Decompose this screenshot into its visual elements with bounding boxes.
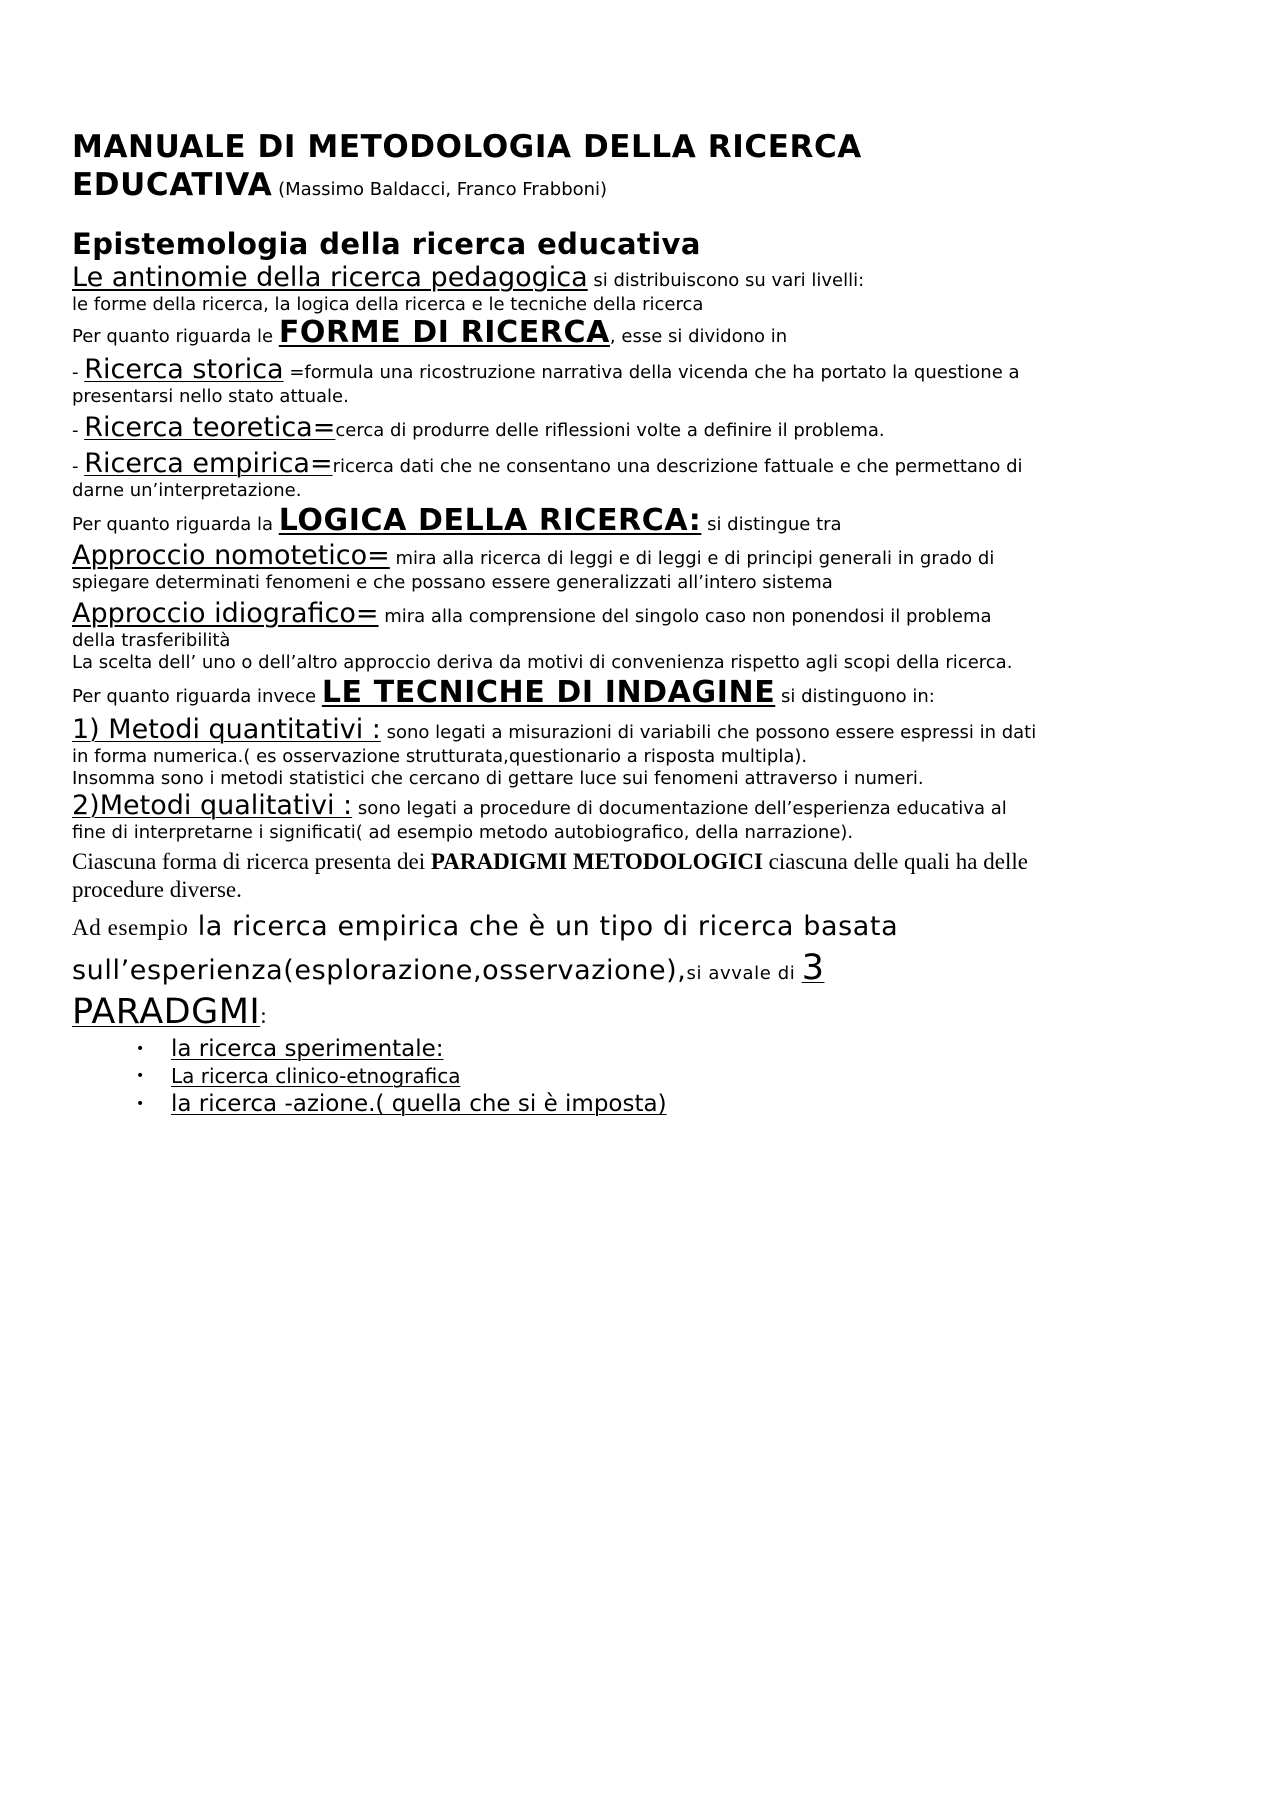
forme-item-empirica (72, 448, 1037, 502)
tecniche-item-desc: sono legati a procedure di documentazione dell’esperienza educativa al fine di interpretarne i significati( ad esempio metodo autobiografico, della narrazione). (72, 798, 1007, 843)
tecniche-item-note: Insomma sono i metodi statistici che cercano di gettare luce sui fenomeni attraverso i numeri. (72, 768, 924, 789)
logica-item-idiografico (72, 598, 1037, 652)
forme-item-teoretica (72, 412, 1037, 444)
forme-item-name: Ricerca storica (84, 354, 284, 385)
paradigmi-intro: Ciascuna forma di ricerca presenta dei (72, 849, 431, 874)
logica-item-desc: mira alla ricerca di leggi e di leggi e di principi generali in grado di spiegare determinati fenomeni e che possano essere generalizzati all’intero sistema (72, 548, 995, 593)
section-title: Epistemologia della ricerca educativa (72, 227, 701, 261)
logica-heading: LOGICA DELLA RICERCA: (278, 503, 702, 538)
antinomie-after: si distribuiscono su vari livelli: (587, 270, 865, 291)
tecniche-heading: LE TECNICHE DI INDAGINE (321, 675, 776, 710)
example-sans: la ricerca empirica che è un tipo di ricerca basata sull’esperienza(esplorazione,osservazione), (72, 911, 899, 986)
list-item-text: La ricerca clinico-etnografica (171, 1064, 461, 1088)
bullet-icon: • (136, 1096, 145, 1112)
dash-marker: - (72, 456, 85, 477)
forme-item-name: Ricerca empirica= (84, 448, 333, 479)
title-line-1: MANUALE DI METODOLOGIA DELLA RICERCA (72, 129, 862, 165)
tecniche-item-name: 1) Metodi quantitativi : (72, 714, 381, 745)
tecniche-intro: Per quanto riguarda invece (72, 686, 322, 707)
example-serif: Ad esempio (72, 915, 189, 940)
forme-after: , esse si dividono in (609, 326, 788, 347)
paradgmi-line (72, 990, 1037, 1034)
forme-item-name: Ricerca teoretica= (84, 412, 336, 443)
logica-note: La scelta dell’ uno o dell’altro approccio deriva da motivi di convenienza rispetto agli scopi della ricerca. (72, 652, 1013, 673)
list-item (134, 1089, 1037, 1119)
forme-intro: Per quanto riguarda le (72, 326, 279, 347)
logica-intro-paragraph (72, 503, 1037, 538)
example-small: si avvale di (686, 963, 802, 984)
forme-item-desc: ricerca dati che ne consentano una descrizione fattuale e che permettano di darne un’interpretazione. (72, 456, 1023, 501)
dash-marker: - (72, 420, 85, 441)
paradigmi-paragraph (72, 848, 1037, 904)
tecniche-item-name: 2)Metodi qualitativi : (72, 790, 353, 821)
tecniche-intro-paragraph (72, 675, 1037, 710)
three-number: 3 (801, 948, 825, 988)
antinomie-paragraph (72, 262, 1037, 294)
list-item (134, 1036, 1037, 1063)
antinomie-levels: le forme della ricerca, la logica della ricerca e le tecniche della ricerca (72, 294, 704, 315)
forme-intro-paragraph (72, 315, 1037, 350)
forme-item-desc: cerca di produrre delle riflessioni volte a definire il problema. (335, 420, 885, 441)
logica-item-name: Approccio nomotetico= (72, 540, 390, 571)
paradigmi-bold: PARADIGMI METODOLOGICI (430, 849, 763, 874)
bullet-icon: • (136, 1068, 145, 1084)
list-item-text: la ricerca -azione.( quella che si è imposta) (171, 1091, 667, 1117)
forme-item-storica (72, 354, 1037, 408)
tecniche-item-quantitativi (72, 714, 1037, 768)
example-paragraph (72, 908, 1037, 990)
logica-intro: Per quanto riguarda la (72, 514, 279, 535)
logica-item-desc: mira alla comprensione del singolo caso non ponendosi il problema della trasferibilità (72, 606, 992, 651)
tecniche-after: si distinguono in: (775, 686, 935, 707)
paradgmi-colon: : (260, 1003, 268, 1028)
paradigmi-after: ciascuna delle quali ha delle procedure diverse. (72, 849, 1028, 902)
logica-item-nomotetico (72, 540, 1037, 594)
forme-heading: FORME DI RICERCA (278, 315, 610, 350)
paradgmi-word: PARADGMI (72, 992, 261, 1032)
forme-item-desc: =formula una ricostruzione narrativa della vicenda che ha portato la questione a presentarsi nello stato attuale. (72, 362, 1020, 407)
dash-marker: - (72, 362, 85, 383)
tecniche-item-qualitativi (72, 790, 1037, 844)
antinomie-heading: Le antinomie della ricerca pedagogica (72, 262, 588, 293)
logica-item-name: Approccio idiografico= (72, 598, 379, 629)
list-item-text: la ricerca sperimentale: (171, 1036, 444, 1062)
document-content (72, 128, 1037, 1119)
paradigmi-list (72, 1036, 1037, 1119)
tecniche-item-desc: sono legati a misurazioni di variabili che possono essere espressi in dati in forma numerica.( es osservazione strutturata,questionario a risposta multipla). (72, 722, 1037, 767)
logica-after: si distingue tra (701, 514, 842, 535)
document-title (72, 128, 1037, 209)
list-item (134, 1063, 1037, 1089)
title-authors: (Massimo Baldacci, Franco Frabboni) (272, 179, 608, 200)
bullet-icon: • (136, 1041, 145, 1057)
title-line-2: EDUCATIVA (72, 167, 273, 203)
